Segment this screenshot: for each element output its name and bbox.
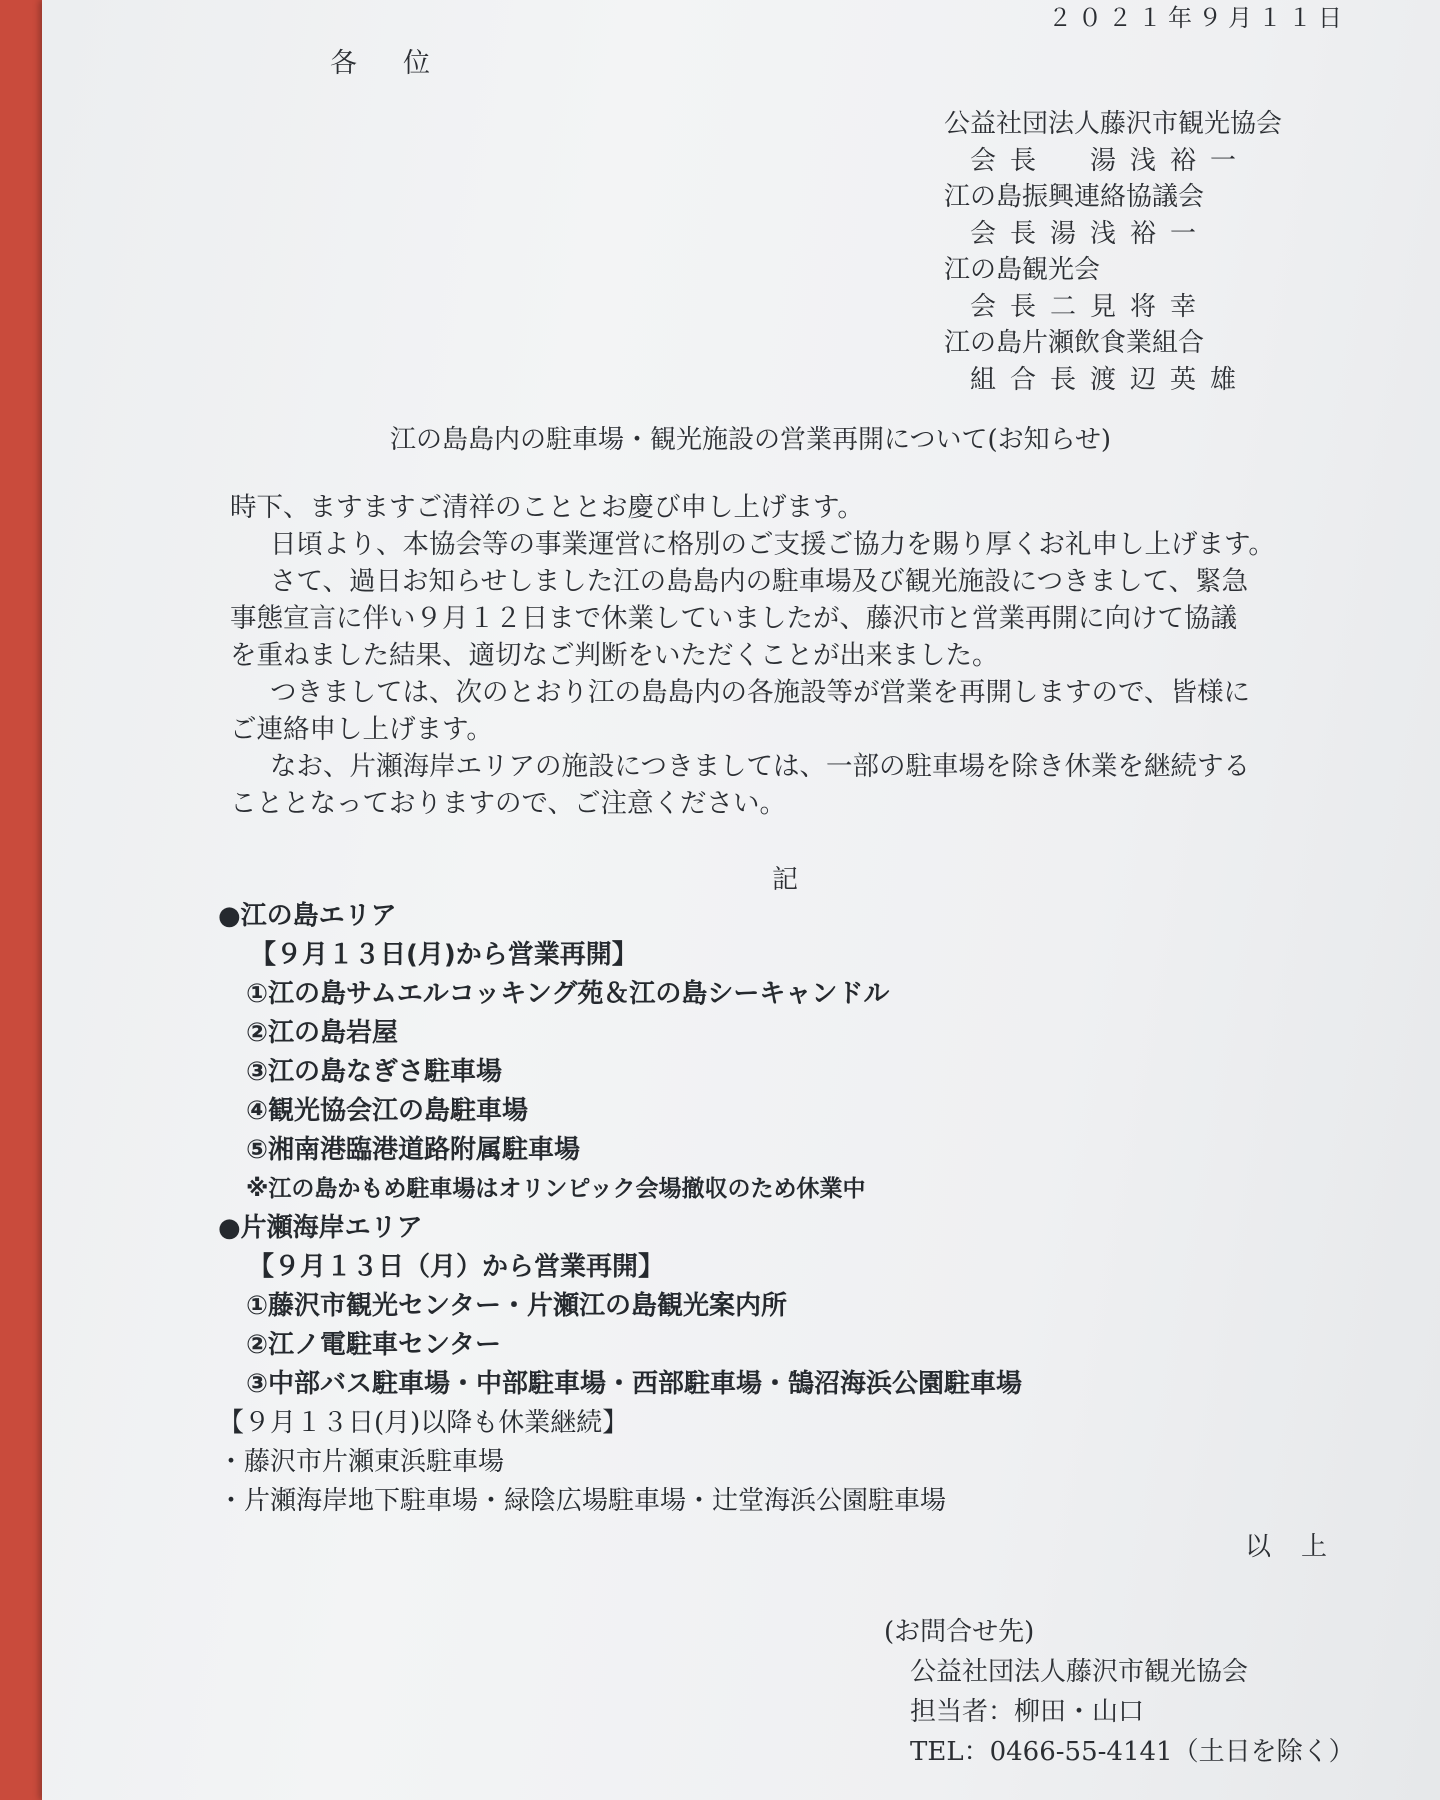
contact-staff: 担当者：柳田・山口 (910, 1697, 1145, 1727)
closed-item: ・片瀬海岸地下駐車場・緑陰広場駐車場・辻堂海浜公園駐車場 (218, 1486, 947, 1516)
body-paragraph: つきましては、次のとおり江の島島内の各施設等が営業を再開しますので、皆様に (270, 677, 1250, 708)
sender-person: 会長 湯浅裕一 (970, 145, 1251, 176)
contact-org: 公益社団法人藤沢市観光協会 (910, 1657, 1249, 1687)
sender-person: 会長二見将幸 (970, 291, 1211, 322)
body-paragraph: 時下、ますますご清祥のこととお慶び申し上げます。 (230, 492, 864, 523)
reopen-date: 【９月１３日（月）から営業再開】 (248, 1252, 665, 1282)
facility-item: ③中部バス駐車場・中部駐車場・西部駐車場・鵠沼海浜公園駐車場 (246, 1369, 1023, 1399)
closed-item: ・藤沢市片瀬東浜駐車場 (218, 1447, 505, 1477)
facility-item: ④観光協会江の島駐車場 (246, 1096, 529, 1126)
facility-item: ①藤沢市観光センター・片瀬江の島観光案内所 (246, 1291, 787, 1321)
sender-person: 会長湯浅裕一 (970, 218, 1211, 249)
sender-person: 組合長渡辺英雄 (970, 364, 1251, 395)
body-paragraph: 日頃より、本協会等の事業運営に格別のご支援ご協力を賜り厚くお礼申し上げます。 (270, 529, 1275, 560)
document-paper (42, 0, 1440, 1800)
closing-mark: 以上 (1245, 1532, 1358, 1562)
body-paragraph: こととなっておりますので、ご注意ください。 (230, 788, 786, 819)
body-paragraph: ご連絡申し上げます。 (230, 714, 493, 745)
sender-org: 江の島観光会 (944, 255, 1101, 285)
reopen-date: 【９月１３日(月)から営業再開】 (250, 940, 638, 970)
body-paragraph: さて、過日お知らせしました江の島島内の駐車場及び観光施設につきまして、緊急 (270, 566, 1249, 597)
closure-note: ※江の島かもめ駐車場はオリンピック会場撤収のため休業中 (246, 1176, 866, 1202)
document-title: 江の島島内の駐車場・観光施設の営業再開について(お知らせ) (390, 425, 1111, 455)
document-date: ２０２１年９月１１日 (1048, 4, 1348, 32)
facility-item: ②江の島岩屋 (246, 1018, 399, 1048)
section-heading-katase: ●片瀬海岸エリア (218, 1213, 423, 1243)
contact-block (884, 1612, 1355, 1772)
sender-org: 公益社団法人藤沢市観光協会 (944, 109, 1283, 139)
closed-heading: 【９月１３日(月)以降も休業継続】 (218, 1408, 629, 1438)
facility-item: ⑤湘南港臨港道路附属駐車場 (246, 1135, 581, 1165)
sender-org: 江の島振興連絡協議会 (944, 182, 1205, 212)
body-text (230, 489, 1340, 822)
body-paragraph: なお、片瀬海岸エリアの施設につきましては、一部の駐車場を除き休業を継続する (270, 751, 1250, 782)
body-paragraph: 事態宣言に伴い９月１２日まで休業していましたが、藤沢市と営業再開に向けて協議 (230, 603, 1237, 634)
section-heading-enoshima: ●江の島エリア (218, 901, 397, 931)
facility-item: ①江の島サムエルコッキング苑＆江の島シーキャンドル (246, 979, 890, 1009)
body-paragraph: を重ねました結果、適切なご判断をいただくことが出来ました。 (230, 640, 999, 671)
facility-item: ③江の島なぎさ駐車場 (246, 1057, 503, 1087)
facility-item: ②江ノ電駐車センター (246, 1330, 501, 1360)
contact-label: (お問合せ先) (884, 1617, 1035, 1647)
addressee: 各位 (330, 48, 476, 79)
ki-marker: 記 (772, 865, 799, 895)
sender-block (944, 106, 1282, 398)
notice-list (218, 897, 1022, 1521)
sender-org: 江の島片瀬飲食業組合 (944, 328, 1205, 358)
contact-tel: TEL：0466-55-4141（土日を除く） (910, 1737, 1355, 1767)
